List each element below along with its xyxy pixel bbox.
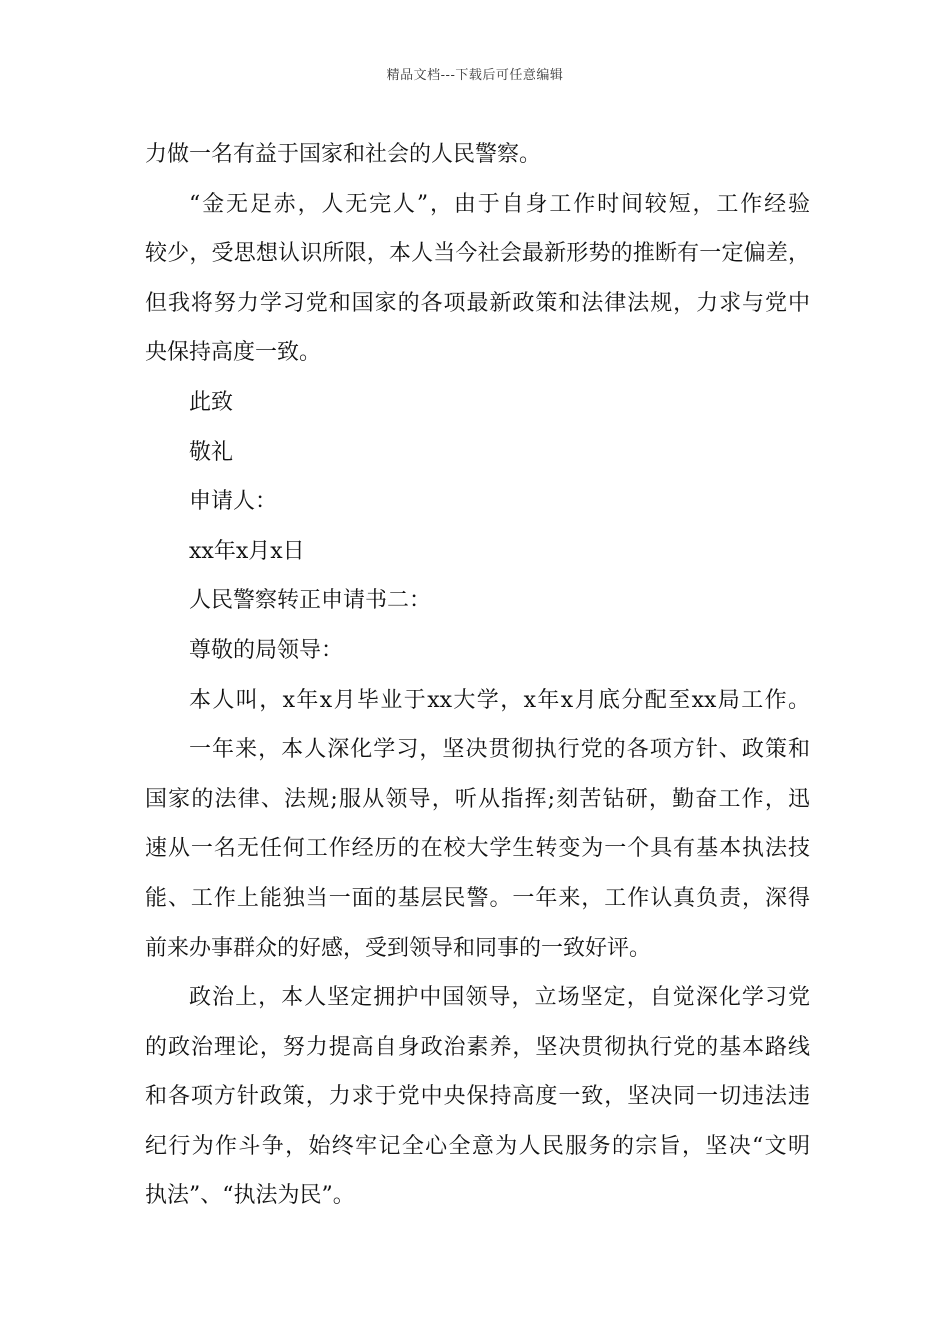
text-line: 本人叫，x年x月毕业于xx大学，x年x月底分配至xx局工作。 [189, 687, 810, 713]
text-line: 申请人： [189, 489, 278, 515]
text-line: 但我将努力学习党和国家的各项最新政策和法律法规，力求与党中 [145, 290, 810, 316]
text-line: 纪行为作斗争，始终牢记全心全意为人民服务的宗旨，坚决“文明 [145, 1133, 810, 1159]
text-line: 国家的法律、法规;服从领导，听从指挥;刻苦钻研，勤奋工作，迅 [145, 786, 810, 812]
text-line: 人民警察转正申请书二： [189, 588, 432, 614]
text-line: 尊敬的局领导： [189, 637, 344, 663]
text-line: 一年来，本人深化学习，坚决贯彻执行党的各项方针、政策和 [189, 737, 810, 763]
text-line: 力做一名有益于国家和社会的人民警察。 [145, 142, 542, 167]
page-header: 精品文档---下载后可任意编辑 [386, 68, 564, 83]
text-line: 敬礼 [189, 439, 234, 465]
text-line: 此致 [189, 389, 234, 415]
text-line: 的政治理论，努力提高自身政治素养，坚决贯彻执行党的基本路线 [145, 1034, 810, 1060]
text-line: 政治上，本人坚定拥护中国领导，立场坚定，自觉深化学习党 [189, 985, 810, 1011]
text-line: 较少，受思想认识所限，本人当今社会最新形势的推断有一定偏差， [145, 241, 810, 267]
text-line: 执法”、“执法为民”。 [145, 1183, 355, 1209]
text-line: “金无足赤，人无完人”，由于自身工作时间较短，工作经验 [189, 191, 810, 217]
text-line: xx年x月x日 [189, 538, 305, 564]
text-line: 央保持高度一致。 [145, 340, 322, 366]
text-line: 和各项方针政策，力求于党中央保持高度一致，坚决同一切违法违 [145, 1084, 810, 1110]
text-line: 能、工作上能独当一面的基层民警。一年来，工作认真负责，深得 [145, 885, 810, 911]
text-line: 前来办事群众的好感，受到领导和同事的一致好评。 [145, 935, 652, 961]
text-line: 速从一名无任何工作经历的在校大学生转变为一个具有基本执法技 [145, 836, 810, 862]
document-body [145, 130, 810, 1221]
